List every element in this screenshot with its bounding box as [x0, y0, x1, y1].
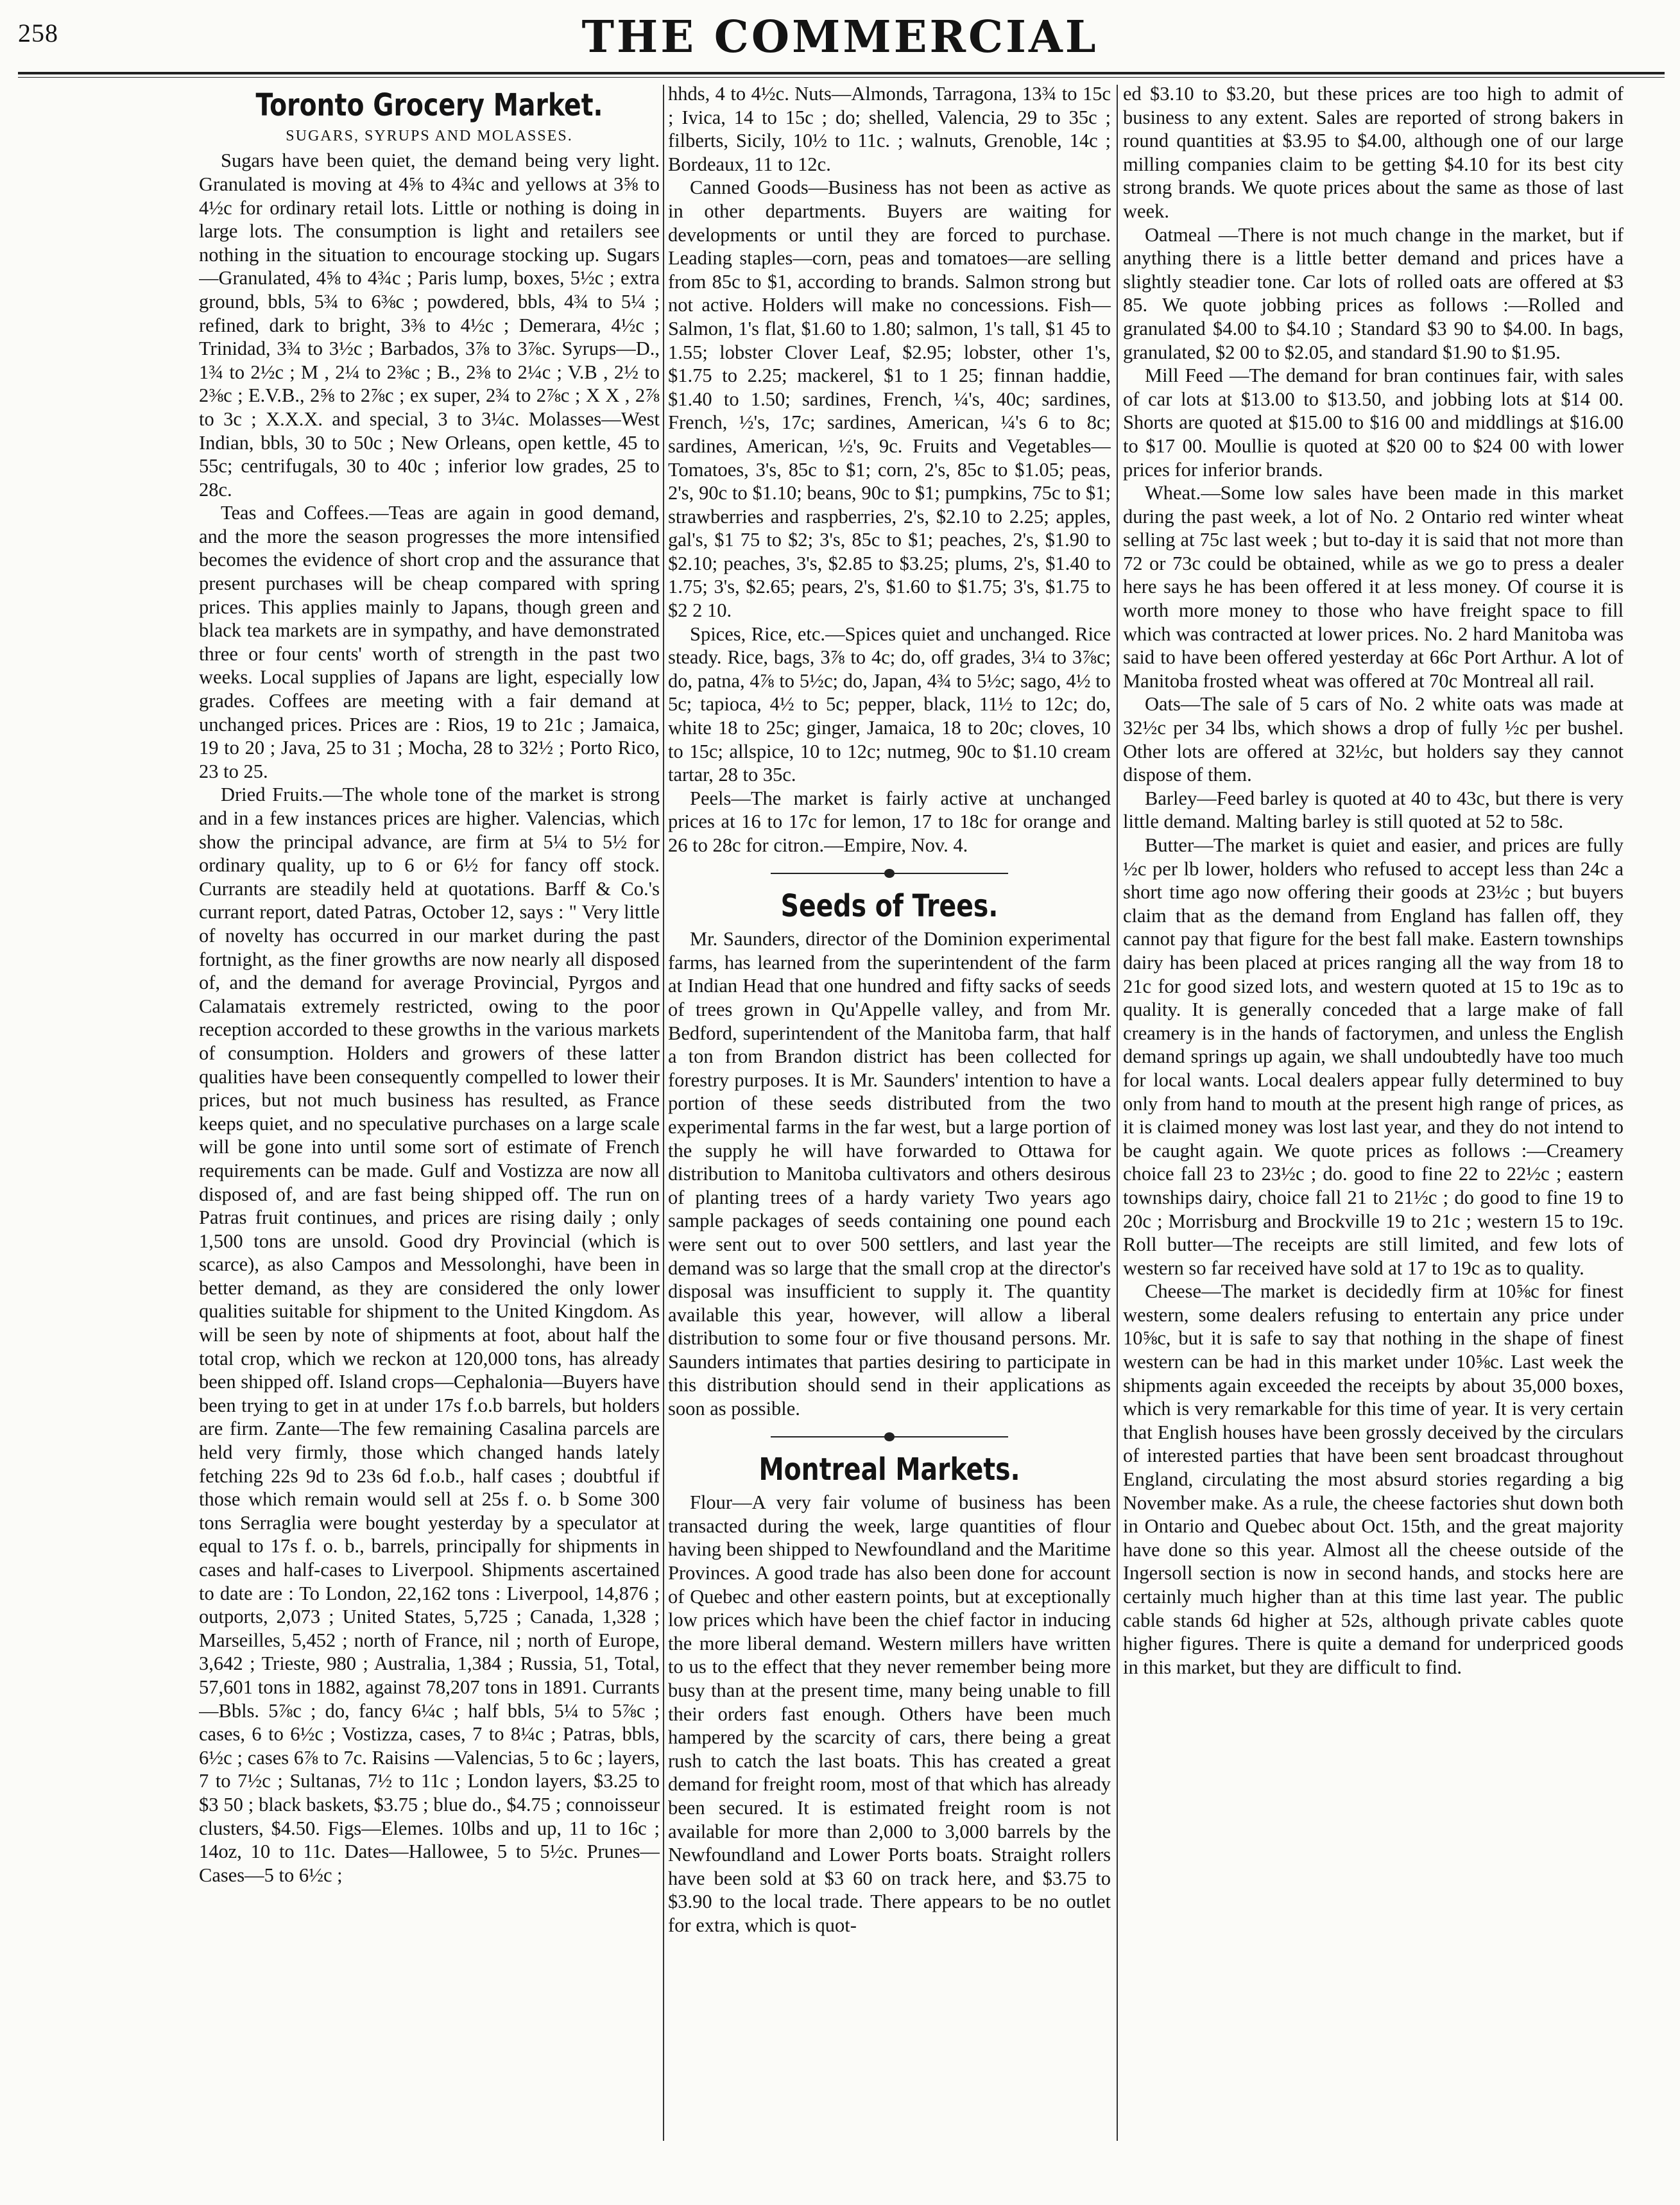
section-separator: [668, 1427, 1111, 1446]
article-paragraph: Butter—The market is quiet and easier, and prices are fully ½c per lb lower, holders who refused to accept less than 24c a short time ago now offering their goods at 23½c ; but buyers claim that as the demand from England has fallen off, they cannot pay that figure for the best fall make. Eastern townships dairy has been placed at prices ranging all the way from 18 to 21c for good sized lots, and western quoted at 15 to 19c as to quality. It is generally conceded that a large make of fall creamery is in the hands of factorymen, and unless the English demand springs up again, we shall undoubtedly have too much for local wants. Local dealers appear fully determined to buy only from hand to mouth at the present high range of prices, as it is claimed money was lost last year, and they do not intend to be caught again. We quote prices as follows :—Creamery choice fall 23 to 23½c ; do. good to fine 22 to 22½c ; eastern townships dairy, choice fall 21 to 21½c ; do good to fine 19 to 20c ; Morrisburg and Brockville 19 to 21c ; western 15 to 19c. Roll butter—The receipts are still limited, and few lots of western so far received have sold at 17 to 19c as to quality.: [1123, 834, 1624, 1279]
article-paragraph: Wheat.—Some low sales have been made in this market during the past week, a lot of No. 2 Ontario red winter wheat selling at 75c last week ; but to-day it is said that not more than 72 or 73c could be obtained, while as we go to press a dealer here says he has been offered it at less money. Of course it is worth more money to those who have freight space to fill which was contracted at lower prices. No. 2 hard Manitoba was said to have been offered yesterday at 66c Port Arthur. A lot of Manitoba frosted wheat was offered at 70c Montreal all rail.: [1123, 482, 1624, 692]
article-title: Montreal Markets.: [759, 1451, 1020, 1488]
column-2: [668, 82, 1111, 2134]
article-subtitle: SUGARS, SYRUPS AND MOLASSES.: [286, 127, 573, 144]
article-paragraph: Sugars have been quiet, the demand being very light. Granulated is moving at 4⅝ to 4¾c and yellows at 3⅝ to 4½c for ordinary retail lots. Little or nothing is doing in large lots. The consumption is light and retailers see nothing in the situation to encourage stocking up. Sugars—Granulated, 4⅝ to 4¾c ; Paris lump, boxes, 5½c ; extra ground, bbls, 5¾ to 6⅜c ; powdered, bbls, 4¾ to 5¼ ; refined, dark to bright, 3⅜ to 4½c ; Demerara, 4½c ; Trinidad, 3¾ to 3½c ; Barbados, 3⅞ to 3⅞c. Syrups—D., 1¾ to 2½c ; M , 2¼ to 2⅜c ; B., 2⅜ to 2¼c ; V.B , 2½ to 2⅜c ; E.V.B., 2⅝ to 2⅞c ; ex super, 2¾ to 2⅞c ; X X , 2⅞ to 3c ; X.X.X. and special, 3 to 3¼c. Molasses—West Indian, bbls, 30 to 50c ; New Orleans, open kettle, 45 to 55c; centrifugals, 30 to 40c ; inferior low grades, 25 to 28c.: [199, 150, 660, 501]
article-paragraph: ed $3.10 to $3.20, but these prices are too high to admit of business to any extent. Sales are reported of strong bakers in round quantities at $3.95 to $4.00, although one of our large milling companies claim to be getting $4.10 for its best city strong brands. We quote prices about the same as those of last week.: [1123, 83, 1624, 222]
article-title: Seeds of Trees.: [780, 888, 999, 924]
column-divider: [1117, 85, 1118, 2141]
article-paragraph: Spices, Rice, etc.—Spices quiet and unchanged. Rice steady. Rice, bags, 3⅞ to 4c; do, off grades, 3¼ to 3⅞c; do, patna, 4⅞ to 5½c; do, Japan, 4¾ to 5½c; sago, 4½ to 5c; tapioca, 4½ to 5c; pepper, black, 11½ to 12c; do, white 18 to 25c; ginger, Jamaica, 18 to 20c; cloves, 10 to 15c; allspice, 10 to 12c; nutmeg, 90c to $1.10 cream tartar, 28 to 35c.: [668, 622, 1111, 786]
header-rule: [18, 72, 1665, 74]
article-paragraph: Barley—Feed barley is quoted at 40 to 43c, but there is very little demand. Malting barley is still quoted at 52 to 58c.: [1123, 787, 1624, 833]
article-paragraph: Teas and Coffees.—Teas are again in good demand, and the more the season progresses the more intensified becomes the evidence of short crop and the assurance that present purchases will be cheap compared with spring prices. This applies mainly to Japans, though green and black tea markets are in sympathy, and have demonstrated three or four cents' worth of strength in the past two weeks. Local supplies of Japans are light, especially low grades. Coffees are meeting with a fair demand at unchanged prices. Prices are : Rios, 19 to 21c ; Jamaica, 19 to 20 ; Java, 25 to 31 ; Mocha, 28 to 32½ ; Porto Rico, 23 to 25.: [199, 502, 660, 782]
masthead: THE COMMERCIAL: [581, 12, 1099, 63]
article-paragraph: Cheese—The market is decidedly firm at 10⅝c for finest western, some dealers refusing to entertain any price under 10⅝c, but it is safe to say that nothing in the shape of finest western can be had in this market under 10⅝c. Last week the shipments again exceeded the receipts by about 35,000 boxes, which is very remarkable for this time of year. It is very certain that English houses have been grossly deceived by the circulars of interested parties that have been sent broadcast throughout England, circulating the most absurd stories regarding a big November make. As a rule, the cheese factories shut down both in Ontario and Quebec about Oct. 15th, and the great majority have done so this year. Almost all the cheese outside of the Ingersoll section is now in second hands, and stocks here are certainly much higher than at this time last year. The public cable stands 6d higher at 52s, although private cables quote higher figures. There is quite a demand for underpriced goods in this market, but they are difficult to find.: [1123, 1280, 1624, 1678]
column-3: [1123, 82, 1624, 2134]
article-paragraph: Mr. Saunders, director of the Dominion experimental farms, has learned from the superintendent of the farm at Indian Head that one hundred and fifty sacks of seeds of trees grown in Qu'Appelle valley, and from Mr. Bedford, superintendent of the Manitoba farm, that half a ton from Brandon district has been collected for forestry purposes. It is Mr. Saunders' intention to have a portion of these seeds distributed from the two experimental farms in the far west, but a large portion of the supply he will have forwarded to Ottawa for distribution to Manitoba cultivators and others desirous of planting trees of a hardy variety Two years ago sample packages of seeds containing one pound each were sent out to over 500 settlers, and last year the demand was so large that the small crop at the director's disposal was insufficient to supply it. The quantity available this year, however, will allow a liberal distribution to some four or five thousand persons. Mr. Saunders intimates that parties desiring to participate in this distribution should send in their applications as soon as possible.: [668, 928, 1111, 1420]
article-paragraph: Dried Fruits.—The whole tone of the market is strong and in a few instances prices are higher. Valencias, which show the principal advance, are firm at 5¼ to 5½ for ordinary quality, up to 6 or 6½ for fancy off stock. Currants are steadily held at quotations. Barff & Co.'s currant report, dated Patras, October 12, says : " Very little of novelty has occurred in our market during the past fortnight, as the finer growths are now nearly all disposed of, and the demand for average Provincial, Pyrgos and Calamatais extremely restricted, owing to the poor reception accorded to these growths in the various markets of consumption. Holders and growers of these latter qualities have been consequently compelled to lower their prices, but not much business has resulted, as France keeps quiet, and no speculative purchases on a large scale will be gone into until some sort of estimate of French requirements can be made. Gulf and Vostizza are now all disposed of, and are fast being shipped off. The run on Patras fruit continues, and prices are rising daily ; only 1,500 tons are unsold. Good dry Provincial (which is scarce), as also Campos and Messolonghi, have been in better demand, as they are considered the only lower qualities suitable for shipment to the United Kingdom. As will be seen by note of shipments at foot, about half the total crop, which we reckon at 120,000 tons, has already been shipped off. Island crops—Cephalonia—Buyers have been trying to get in at under 17s f.o.b barrels, but holders are firm. Zante—The few remaining Casalina parcels are held very firmly, those which changed hands lately fetching 22s 9d to 23s 6d f.o.b., half cases ; doubtful if those which remain would sell at 25s f. o. b Some 300 tons Serraglia were bought yesterday by a speculator at equal to 17s f. o. b., barrels, principally for shipments in cases and half-cases to Liverpool. Shipments ascertained to date are : To London, 22,162 tons : Liverpool, 14,876 ; outports, 2,073 ; United States, 5,725 ; Canada, 1,328 ; Marseilles, 5,452 ; north of France, nil ; north of Europe, 3,642 ; Trieste, 980 ; Australia, 1,384 ; Russia, 51, Total, 57,601 tons in 1882, against 78,207 tons in 1891. Currants—Bbls. 5⅞c ; do, fancy 6¼c ; half bbls, 5¼ to 5⅞c ; cases, 6 to 6½c ; Vostizza, cases, 7 to 8¼c ; Patras, bbls, 6½c ; cases 6⅞ to 7c. Raisins —Valencias, 5 to 6c ; layers, 7 to 7½c ; Sultanas, 7½ to 11c ; London layers, $3.25 to $3 50 ; black baskets, $3.75 ; blue do., $4.75 ; connoisseur clusters, $4.50. Figs—Elemes. 10lbs and up, 11 to 16c ; 14oz, 10 to 11c. Dates—Hallowee, 5 to 5½c. Prunes—Cases—5 to 6½c ;: [199, 784, 660, 1886]
article-paragraph: hhds, 4 to 4½c. Nuts—Almonds, Tarragona, 13¾ to 15c ; Ivica, 14 to 15c ; do; shelled, Valencia, 29 to 35c ; filberts, Sicily, 10½ to 11c. ; walnuts, Grenoble, 14c ; Bordeaux, 11 to 12c.: [668, 83, 1111, 175]
article-paragraph: Canned Goods—Business has not been as active as in other departments. Buyers are waiting for developments or until they are forced to purchase. Leading staples—corn, peas and tomatoes—are selling from 85c to $1, according to brands. Salmon strong but not active. Holders will make no concessions. Fish—Salmon, 1's flat, $1.60 to 1.80; salmon, 1's tall, $1 45 to 1.55; lobster Clover Leaf, $2.95; lobster, other 1's, $1.75 to 2.25; mackerel, $1 to 1 25; finnan haddie, $1.40 to 1.50; sardines, French, ¼'s, 40c; sardines, French, ½'s, 17c; sardines, American, ¼'s 6 to 8c; sardines, American, ½'s, 9c. Fruits and Vegetables—Tomatoes, 3's, 85c to $1; corn, 2's, 85c to $1.05; peas, 2's, 90c to $1.10; beans, 90c to $1; pumpkins, 75c to $1; strawberries and raspberries, 2's, $2.10 to 2.25; apples, gal's, $1 75 to $2; 3's, 85c to $1; peaches, 2's, $1.90 to $2.10; peaches, 3's, $2.85 to $3.25; plums, 2's, $1.40 to 1.75; 3's, $2.65; pears, 2's, $1.60 to $1.75; 3's, $1.75 to $2 2 10.: [668, 176, 1111, 622]
column-1: [199, 82, 660, 2134]
article-paragraph: Oatmeal —There is not much change in the market, but if anything there is a little better demand and prices have a slightly steadier tone. Car lots of rolled oats are offered at $3 85. We quote jobbing prices as follows :—Rolled and granulated $4.00 to $4.10 ; Standard $3 90 to $4.00. In bags, granulated, $2 00 to $2.05, and standard $1.90 to $1.95.: [1123, 223, 1624, 363]
column-divider: [663, 85, 664, 2141]
header-rule-thin: [18, 77, 1665, 78]
page-number: 258: [18, 19, 58, 47]
article-paragraph: Oats—The sale of 5 cars of No. 2 white oats was made at 32½c per 34 lbs, which shows a drop of fully ½c per bushel. Other lots are offered at 32½c, but holders say they cannot dispose of them.: [1123, 693, 1624, 786]
article-paragraph: Mill Feed —The demand for bran continues fair, with sales of car lots at $13.00 to $13.50, and jobbing lots at $14 00. Shorts are quoted at $15.00 to $16 00 and middlings at $16.00 to $17 00. Moullie is quoted at $20 00 to $24 00 with lower prices for inferior brands.: [1123, 365, 1624, 481]
article-paragraph: Flour—A very fair volume of business has been transacted during the week, large quantities of flour having been shipped to Newfoundland and the Maritime Provinces. A good trade has also been done for account of Quebec and other eastern points, but at exceptionally low prices which have been the chief factor in inducing the more liberal demand. Western millers have written to us to the effect that they never remember being more busy than at the present time, many being unable to fill their orders fast enough. Others have been much hampered by the scarcity of cars, there being a great rush to catch the last boats. This has created a great demand for freight room, most of that which has already been secured. It is estimated freight room is not available for more than 2,000 to 3,000 barrels by the Newfoundland and Lower Ports boats. Straight rollers have been sold at $3 60 on track here, and $3.75 to $3.90 to the local trade. There appears to be no outlet for extra, which is quot-: [668, 1491, 1111, 1936]
article-paragraph: Peels—The market is fairly active at unchanged prices at 16 to 17c for lemon, 17 to 18c for orange and 26 to 28c for citron.—Empire, Nov. 4.: [668, 787, 1111, 856]
section-separator: [668, 864, 1111, 883]
article-title: Toronto Grocery Market.: [255, 87, 603, 123]
